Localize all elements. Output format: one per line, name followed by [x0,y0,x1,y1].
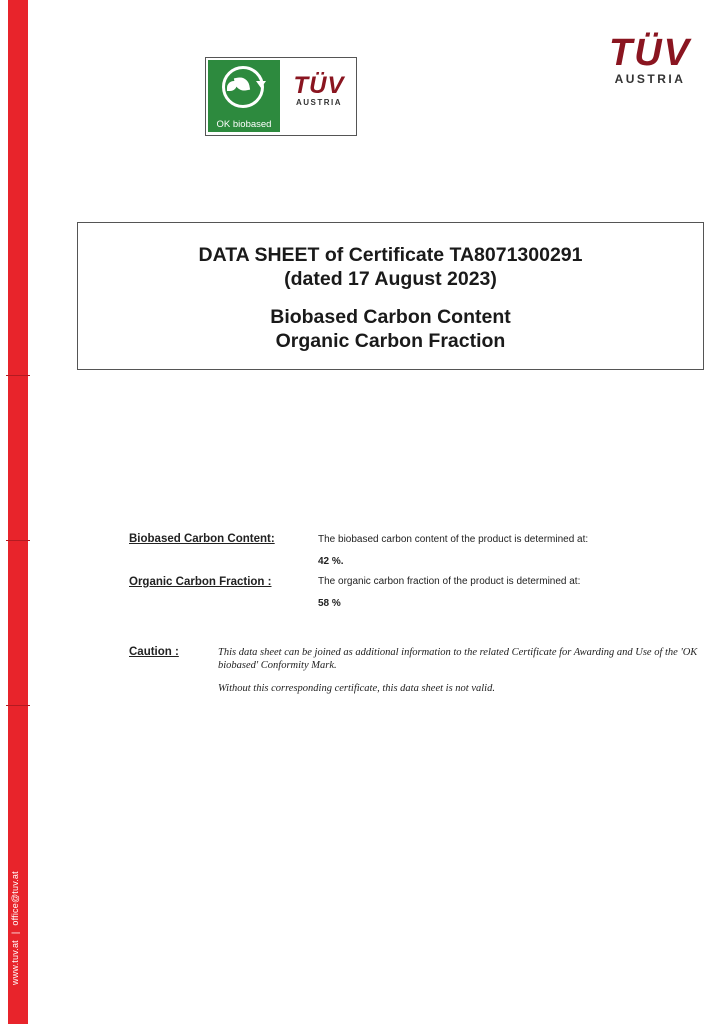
mark-tuv-text: TÜV [293,72,345,99]
title-organic-carbon: Organic Carbon Fraction [275,330,506,352]
margin-tick [6,705,30,706]
field-label-organic: Organic Carbon Fraction : [129,576,272,588]
margin-tick [6,375,30,376]
ok-biobased-label: OK biobased [208,119,280,130]
field-value-biobased: 42 %. [318,556,344,567]
tuv-austria-logo [600,34,700,86]
ok-biobased-conformity-mark [205,57,357,136]
mark-tuv-country: AUSTRIA [295,98,343,107]
title-certificate: DATA SHEET of Certificate TA8071300291 [198,244,583,266]
title-biobased-carbon: Biobased Carbon Content [270,306,511,328]
tuv-logo-country: AUSTRIA [614,72,686,86]
caution-text: This data sheet can be joined as additional information to the related Certificate for Awarding and Use of the 'OK biobased' Conformity Mark. [218,647,698,671]
tuv-logo-text: TÜV [609,32,691,74]
field-value-organic: 58 % [318,598,341,609]
mark-tuv-logo [284,74,354,107]
title-box [77,222,704,370]
sidebar-email: office@tuv.at [10,871,20,926]
field-text-organic: The organic carbon fraction of the product is determined at: [318,576,581,587]
title-date: (dated 17 August 2023) [284,268,497,290]
margin-tick [6,540,30,541]
ok-biobased-badge [208,60,280,132]
sidebar-website: www.tuv.at [10,940,20,985]
sidebar-contact [10,871,20,985]
sidebar-separator: | [10,931,20,935]
field-text-biobased: The biobased carbon content of the product is determined at: [318,534,589,545]
field-label-biobased: Biobased Carbon Content: [129,533,275,545]
caution-label: Caution : [129,646,179,658]
caution-validity-text: Without this corresponding certificate, this data sheet is not valid. [218,683,495,694]
